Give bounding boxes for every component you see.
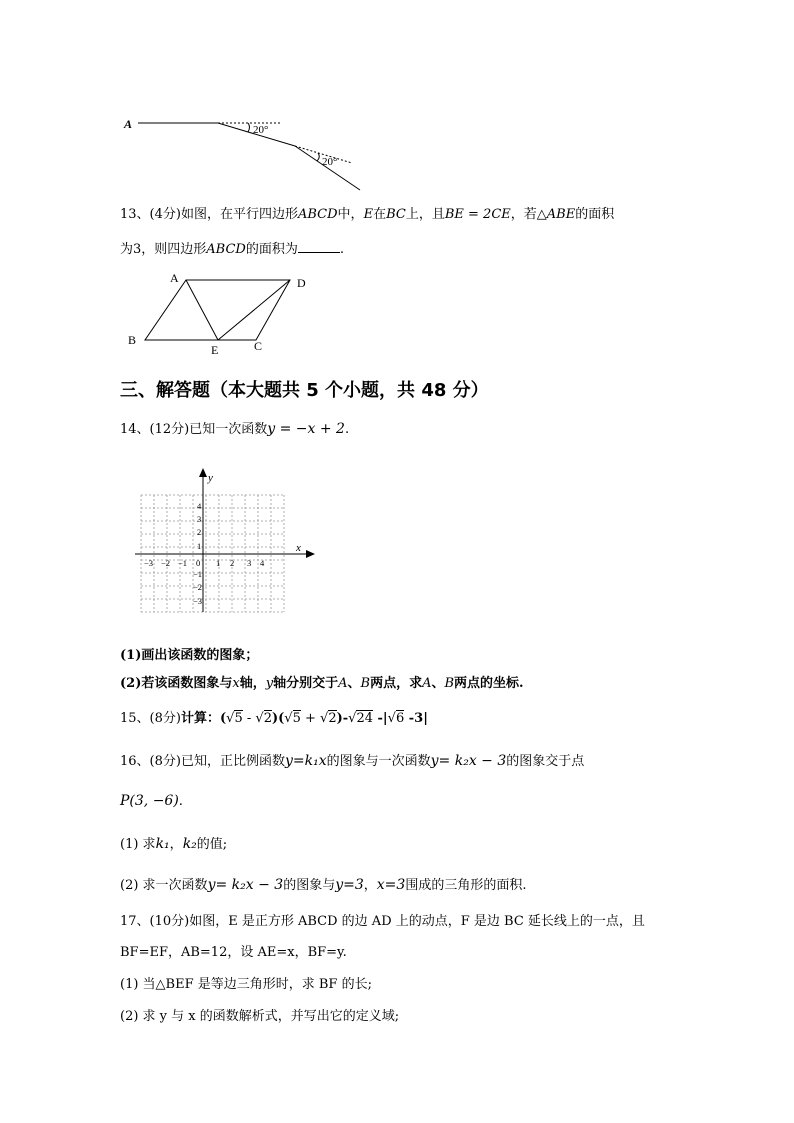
q13-line-2: 为3，则四边形ABCD的面积为 .	[120, 242, 344, 257]
x-tick: 4	[260, 558, 265, 568]
q16-part-2: (2) 求一次函数y= k₂x − 3的图象与y=3，x=3围成的三角形的面积.	[120, 877, 527, 893]
x-tick: −2	[161, 558, 171, 568]
vertex-d: D	[297, 276, 306, 290]
q14-part-1: (1)画出该函数的图象；	[120, 648, 259, 663]
q17-number: 17、(10分)	[120, 914, 190, 929]
vertex-b: B	[128, 333, 137, 347]
fig12-segment-3	[295, 146, 360, 190]
segment-ae	[186, 280, 218, 340]
y-tick: 1	[197, 541, 202, 551]
parallelogram-abcd	[145, 280, 290, 340]
q16-part-1: (1) 求k₁，k₂的值;	[120, 836, 228, 852]
q14-number: 14、(12分)	[120, 422, 190, 437]
y-tick: −1	[193, 569, 203, 579]
fig12-angle-arc-1	[248, 123, 250, 132]
y-tick: −2	[193, 582, 203, 592]
answer-blank	[298, 240, 340, 253]
x-tick: −1	[178, 558, 188, 568]
q16-number: 16、(8分)	[120, 754, 181, 769]
figure-13-parallelogram	[120, 270, 320, 358]
y-tick: 4	[197, 501, 202, 511]
x-tick: 3	[247, 558, 252, 568]
coordinate-grid	[130, 460, 330, 620]
fig12-angle-1: 20°	[253, 124, 269, 136]
x-tick: −3	[144, 558, 154, 568]
q14-part-2: (2)若该函数图象与x轴，y轴分别交于A、B两点，求A、B两点的坐标.	[120, 676, 524, 691]
x-tick: 2	[230, 558, 235, 568]
q15-number: 15、(8分)	[120, 711, 181, 726]
q17-line-1: 17、(10分)如图，E 是正方形 ABCD 的边 AD 上的动点，F 是边 BC 延长线上的一点，且	[120, 914, 645, 929]
x-axis-label: x	[296, 542, 301, 554]
y-tick: 2	[197, 527, 202, 537]
y-axis-label: y	[208, 472, 213, 484]
x-tick: 0	[196, 558, 201, 568]
q13-line-1: 13、(4分)如图，在平行四边形ABCD中，E在BC上，且BE = 2CE，若△ABE的面积	[120, 207, 615, 222]
q14-line: 14、(12分)已知一次函数y = −x + 2.	[120, 421, 350, 437]
x-axis-arrow-icon	[306, 550, 315, 558]
q16-line-2: P(3, −6).	[120, 793, 183, 809]
y-tick: −3	[193, 596, 203, 606]
vertex-a: A	[170, 271, 179, 285]
q17-part-1: (1) 当△BEF 是等边三角形时，求 BF 的长;	[120, 977, 372, 992]
segment-de	[218, 280, 290, 340]
q13-number: 13、(4分)	[120, 207, 181, 222]
q17-part-2: (2) 求 y 与 x 的函数解析式，并写出它的定义域;	[120, 1009, 400, 1024]
fig12-angle-arc-2	[317, 153, 319, 161]
vertex-c: C	[254, 339, 263, 353]
fig12-angle-2: 20°	[322, 156, 338, 168]
q17-line-2: BF=EF，AB=12，设 AE=x，BF=y.	[120, 945, 347, 960]
section-3-heading: 三、解答题（本大题共 5 个小题，共 48 分）	[120, 380, 489, 401]
y-axis-arrow-icon	[199, 468, 207, 477]
x-tick: 1	[216, 558, 221, 568]
y-tick: 3	[197, 514, 202, 524]
vertex-e: E	[211, 343, 219, 357]
q15-line: 15、(8分)计算：(√5 - √2)(√5 + √2)-√24 -|√6 -3|	[120, 711, 428, 726]
figure-12-light-path	[120, 108, 370, 196]
q16-line-1: 16、(8分)已知，正比例函数y=k₁x的图象与一次函数y= k₂x − 3的图象交于点	[120, 753, 585, 769]
fig12-label-a: A	[124, 117, 133, 131]
